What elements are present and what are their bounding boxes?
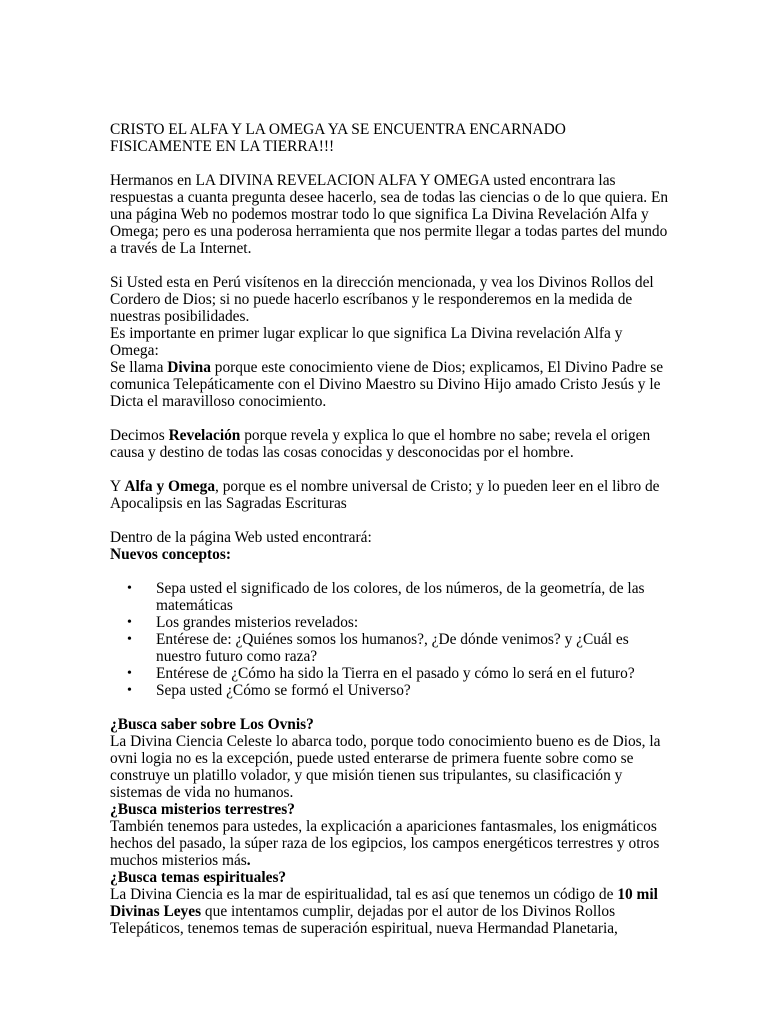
list-item: • Sepa usted ¿Cómo se formó el Universo? [127, 682, 411, 699]
divina-paragraph: Se llama Divina porque este conocimiento viene de Dios; explicamos, El Divino Padre se comunica Telepáticamente con el Divino Maestro su Divino Hijo amado Cristo Jesús y le Dicta el maravilloso conocimiento. [110, 359, 664, 410]
espirituales-paragraph: La Divina Ciencia es la mar de espiritualidad, tal es así que tenemos un código de 10 mil Divinas Leyes que intentamos cumplir, dejadas por el autor de los Divinos Rollos Telepáticos, tenemos temas de superación espiritual, nueva Hermandad Planetaria, [110, 886, 658, 937]
bullet-icon: • [127, 581, 132, 596]
leyes-bold: 10 mil Divinas Leyes [110, 886, 658, 920]
bullet-icon: • [127, 683, 132, 698]
revelacion-bold: Revelación [168, 427, 241, 444]
document-page [110, 121, 670, 937]
list-item: • Entérese de ¿Cómo ha sido la Tierra en el pasado y cómo lo será en el futuro? [127, 665, 635, 682]
alfa-omega-bold: Alfa y Omega [124, 478, 216, 495]
divina-bold: Divina [167, 359, 211, 376]
bullet-icon: • [127, 615, 132, 630]
intro-paragraph: Hermanos en LA DIVINA REVELACION ALFA Y OMEGA usted encontrara las respuestas a cuanta pregunta desee hacerlo, sea de todas las ciencias o de lo que quiera. En una página Web no podemos mostrar todo lo que significa La Divina Revelación Alfa y Omega; pero es una poderosa herramienta que nos permite llegar a todas partes del mundo a través de La Internet. [110, 172, 669, 257]
list-item: • Los grandes misterios revelados: [127, 614, 359, 631]
revelacion-paragraph: Decimos Revelación porque revela y explica lo que el hombre no sabe; revela el origen causa y destino de todas las cosas conocidas y desconocidas por el hombre. [110, 427, 651, 461]
title-line-1: CRISTO EL ALFA Y LA OMEGA YA SE ENCUENTRA ENCARNADO [110, 121, 566, 138]
document-title [110, 121, 670, 155]
espirituales-heading: ¿Busca temas espirituales? [110, 869, 287, 886]
web-intro-paragraph: Dentro de la página Web usted encontrará: [110, 529, 372, 546]
ovnis-paragraph: La Divina Ciencia Celeste lo abarca todo, porque todo conocimiento bueno es de Dios, la ovni logia no es la excepción, puede usted enterarse de primera fuente sobre como se construye un platillo volador, y que misión tienen sus tripulantes, su clasificación y sistemas de vida no humanos. [110, 733, 661, 801]
terrestres-heading: ¿Busca misterios terrestres? [110, 801, 295, 818]
explain-paragraph: Es importante en primer lugar explicar lo que significa La Divina revelación Alfa y Omega: [110, 325, 623, 359]
title-line-2: FISICAMENTE EN LA TIERRA!!! [110, 138, 335, 155]
nuevos-conceptos-heading: Nuevos conceptos: [110, 546, 231, 563]
bullet-icon: • [127, 632, 132, 647]
bullet-icon: • [127, 666, 132, 681]
terrestres-paragraph: También tenemos para ustedes, la explicación a apariciones fantasmales, los enigmáticos hechos del pasado, la súper raza de los egipcios, los campos energéticos terrestres y otros muchos misterios más. [110, 818, 660, 869]
list-item: • Entérese de: ¿Quiénes somos los humanos?, ¿De dónde venimos? y ¿Cuál es nuestro futuro como raza? [127, 631, 629, 665]
concepts-list [110, 580, 670, 699]
list-item: • Sepa usted el significado de los colores, de los números, de la geometría, de las matemáticas [127, 580, 645, 614]
visit-paragraph: Si Usted esta en Perú visítenos en la dirección mencionada, y vea los Divinos Rollos del Cordero de Dios; si no puede hacerlo escríbanos y le responderemos en la medida de nuestras posibilidades. [110, 274, 654, 325]
alfa-omega-paragraph: Y Alfa y Omega, porque es el nombre universal de Cristo; y lo pueden leer en el libro de Apocalipsis en las Sagradas Escrituras [110, 478, 660, 512]
ovnis-heading: ¿Busca saber sobre Los Ovnis? [110, 716, 314, 733]
